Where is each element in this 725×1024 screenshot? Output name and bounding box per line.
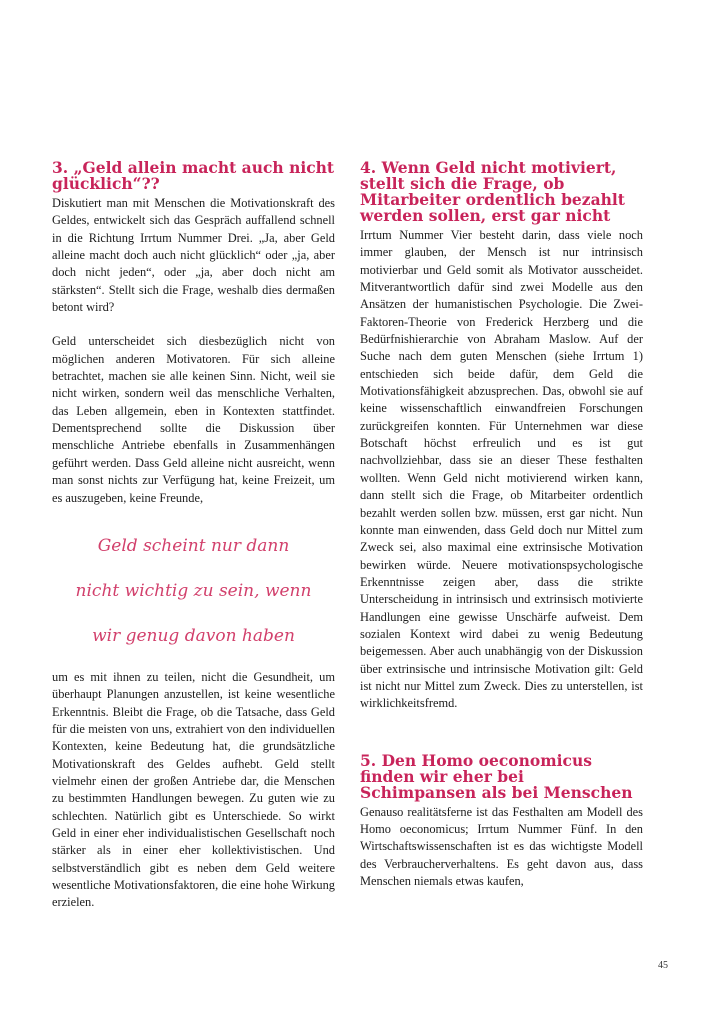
page-number: 45	[658, 960, 668, 971]
pull-quote	[52, 524, 335, 659]
section-4-heading: 4. Wenn Geld nicht motiviert, stellt sich die Frage, ob Mitarbeiter ordentlich bezahlt werden sollen, erst gar nicht	[360, 158, 625, 225]
section-3-paragraph-1: Diskutiert man mit Menschen die Motivationskraft des Geldes, entwickelt sich das Gespräch auffallend schnell in die Richtung Irrtum Nummer Drei. „Ja, aber Geld alleine macht doch auch nicht glücklich“ oder „ja, aber doch nicht jeden“, oder „ja, aber doch nicht am stärksten“. Stellt sich die Frage, weshalb dies dermaßen betont wird?	[52, 196, 335, 315]
pull-quote-line-3: wir genug davon haben	[92, 625, 295, 646]
left-column	[52, 160, 335, 912]
section-3-paragraph-3: um es mit ihnen zu teilen, nicht die Gesundheit, um überhaupt Planungen anzustellen, ist keine wesentliche Erkenntnis. Bleibt die Frage, ob die Tatsache, dass Geld für die meisten von uns, extrahiert von den individuellen Kontexten, keine Bedeutung hat, die grundsätzliche Motivationskraft des Geldes aufhebt. Geld stellt vielmehr einen der großen Antriebe dar, die Menschen zu bestimmten Handlungen bewegen. Zu guten wie zu schlechten. Natürlich gibt es Unterschiede. So wirkt Geld in einer eher individualistischen Gesellschaft noch stärker als in einer eher kollektivistischen. Und selbstverständlich gibt es neben dem Geld weitere wesentliche Motivationsfaktoren, die eine hohe Wirkung erzielen.	[52, 669, 335, 910]
pull-quote-line-1: Geld scheint nur dann	[97, 535, 290, 556]
right-column	[360, 160, 643, 890]
section-3-paragraph-2: Geld unterscheidet sich diesbezüglich nicht von möglichen anderen Motivatoren. Für sich alleine betrachtet, machen sie alle keinen Sinn. Nicht, weil sie nicht wirken, sondern weil das menschliche Verhalten, das Leben allgemein, eben in Kontexten stattfindet. Dementsprechend sollte die Diskussion über menschliche Antriebe ebenfalls in Zusammenhängen geführt werden. Dass Geld alleine nicht ausreicht, wenn man sonst nichts zur Verfügung hat, keine Freizeit, um es auszugeben, keine Freunde,	[52, 334, 335, 505]
section-3-heading: 3. „Geld allein macht auch nicht glücklich“??	[52, 158, 335, 193]
section-5-paragraph: Genauso realitätsferne ist das Festhalten am Modell des Homo oeconomicus; Irrtum Nummer Fünf. In den Wirtschaftswissenschaften ist es das wichtigste Modell des Verbraucherverhaltens. Es geht davon aus, dass Menschen niemals etwas kaufen,	[360, 804, 643, 888]
pull-quote-line-2: nicht wichtig zu sein, wenn	[75, 580, 312, 601]
section-gap	[360, 713, 643, 753]
section-4-paragraph: Irrtum Nummer Vier besteht darin, dass viele noch immer glauben, der Mensch ist nur intrinsisch motivierbar und Geld somit als Motivator ausscheidet. Mitverantwortlich dafür sind zwei Modelle aus den Ansätzen der humanistischen Psychologie. Die Zwei-Faktoren-Theorie von Frederick Herzberg und die Bedürfnishierarchie von Abraham Maslow. Auf der Suche nach dem guten Menschen (siehe Irrtum 1) entschieden sich beide dafür, dem Geld die Motivationsfähigkeit abzusprechen. Das, obwohl sie auf keine wissenschaftlich einwandfreien Forschungen zurückgreifen konnten. Für Unternehmen war diese Botschaft höchst erfreulich und es ist gut nachvollziehbar, dass sie an dieser These festhalten wollten. Wenn Geld nicht motivierend wirken kann, dann stellt sich die Frage, ob Mitarbeiter ordentlich bezahlt werden sollen bzw. müssen, erst gar nicht. Nun konnte man einwenden, dass Geld doch nur Mittel zum Zweck sei, also maximal eine extrinsische Motivation bewirken würde. Neuere motivationspsychologische Erkenntnisse zeigen aber, dass die strikte Unterscheidung in intrinsisch und extrinsisch motivierte Handlungen eine gewisse Unschärfe aufweist. Dem sozialen Kontext wird dabei zu wenig Bedeutung beigemessen. Aber auch unabhängig von der Diskussion über extrinsische und intrinsische Motivation gilt: Geld ist nicht nur Mittel zum Zweck. Dies zu unterstellen, ist wirklichkeitsfremd.	[360, 228, 643, 711]
section-5-heading: 5. Den Homo oeconomicus finden wir eher bei Schimpansen als bei Menschen	[360, 750, 633, 802]
